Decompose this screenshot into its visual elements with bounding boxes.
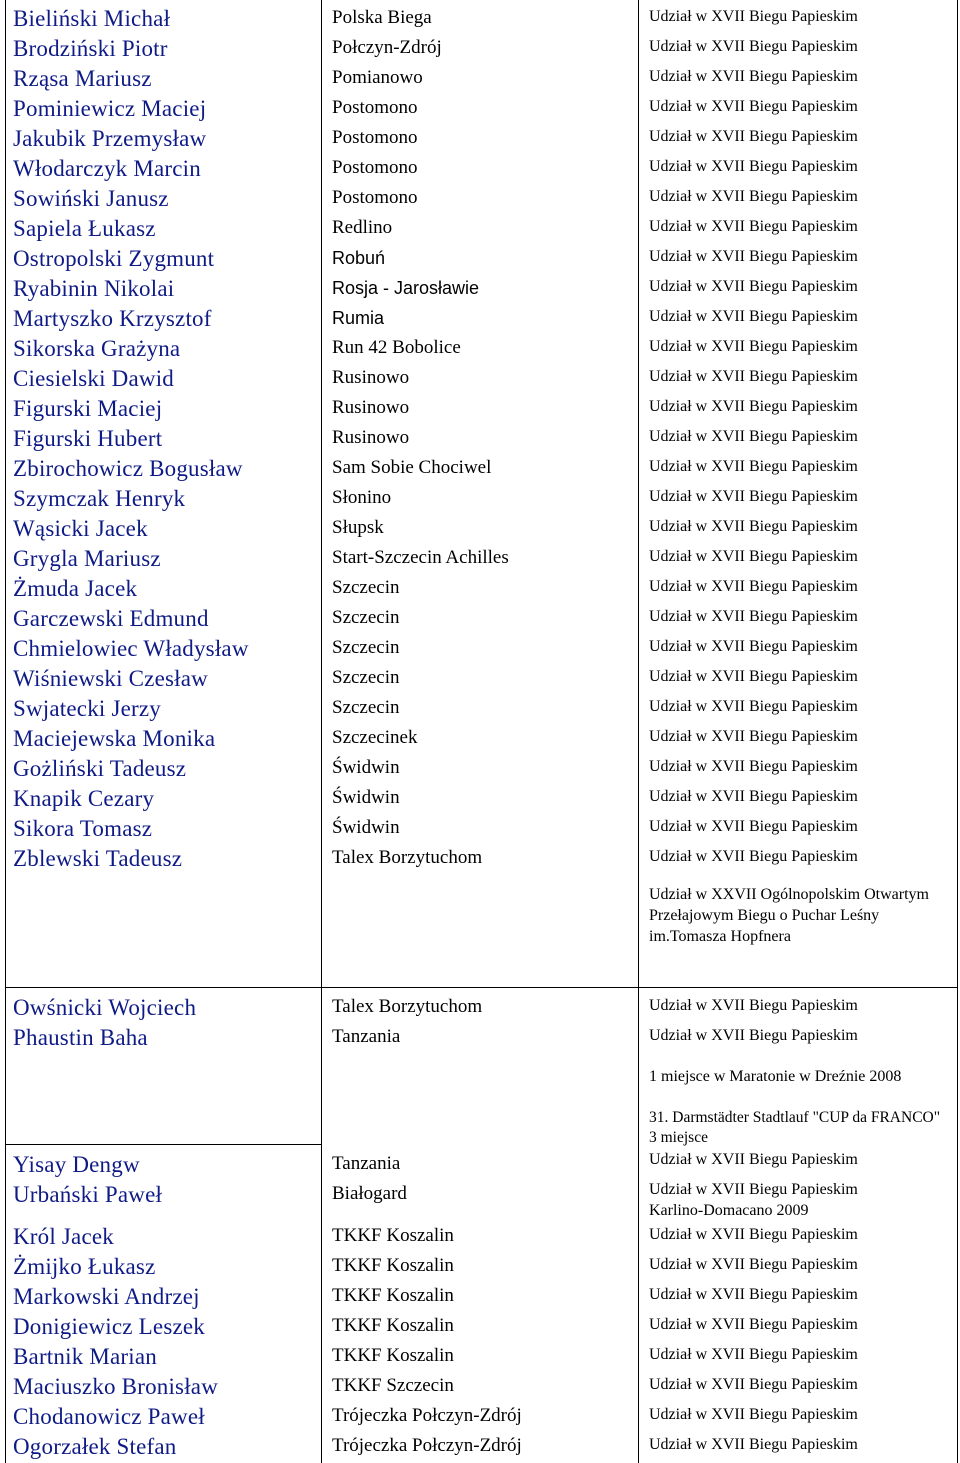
participant-name: Chmielowiec Władysław (13, 636, 249, 661)
table-row (0, 304, 960, 334)
table-row (0, 94, 960, 124)
participant-club: Rumia (332, 308, 385, 328)
table-row-owsnicki (0, 993, 960, 1023)
participant-note: Udział w XVII Biegu Papieskim (649, 1181, 858, 1198)
participant-name: Król Jacek (13, 1224, 114, 1249)
participant-name: Żmijko Łukasz (13, 1254, 156, 1279)
participant-club: Białogard (332, 1183, 407, 1204)
zblewski-extra-note: Udział w XXVII Ogólnopolskim Otwartym Przełajowym Biegu o Puchar Leśny im.Tomasza Hopfnera (649, 886, 929, 945)
participant-note: Udział w XVII Biegu Papieskim (649, 1226, 858, 1243)
participant-club: TKKF Koszalin (332, 1315, 454, 1336)
participant-note: Udział w XVII Biegu Papieskim (649, 398, 858, 415)
participant-club: Tanzania (332, 1153, 401, 1174)
table-row (0, 1222, 960, 1252)
participant-club: Trójeczka Połczyn-Zdrój (332, 1435, 522, 1456)
participant-name: Maciejewska Monika (13, 726, 216, 751)
participant-note: Udział w XVII Biegu Papieskim (649, 997, 858, 1014)
table-row (0, 574, 960, 604)
participant-club: Rosja - Jarosławie (332, 278, 480, 298)
table-row (0, 1282, 960, 1312)
table-row (0, 1312, 960, 1342)
cell-border-bottom (5, 1144, 321, 1145)
participant-name: Rząsa Mariusz (13, 66, 152, 91)
phaustin-note-marathon: 1 miejsce w Maratonie w Dreźnie 2008 (649, 1068, 902, 1085)
participant-club: Trójeczka Połczyn-Zdrój (332, 1405, 522, 1426)
participant-name: Ostropolski Zygmunt (13, 246, 215, 271)
table-row (0, 484, 960, 514)
participant-note: Udział w XVII Biegu Papieskim (649, 698, 858, 715)
participant-club: Robuń (332, 248, 386, 268)
participant-club: Tanzania (332, 1026, 401, 1047)
participant-name: Wiśniewski Czesław (13, 666, 208, 691)
participant-name: Figurski Maciej (13, 396, 163, 421)
participant-club: Pomianowo (332, 67, 423, 88)
table-row (0, 664, 960, 694)
participant-name: Brodziński Piotr (13, 36, 168, 61)
table-row (0, 364, 960, 394)
cell-border-top (5, 987, 958, 988)
participant-name: Żmuda Jacek (13, 576, 138, 601)
participant-note: Udział w XVII Biegu Papieskim (649, 638, 858, 655)
table-row (0, 124, 960, 154)
table-row-yisay (0, 1150, 960, 1180)
participant-name: Bieliński Michał (13, 6, 171, 31)
participant-club: TKKF Koszalin (332, 1225, 454, 1246)
participant-name: Zbirochowicz Bogusław (13, 456, 243, 481)
participant-note: Udział w XVII Biegu Papieskim (649, 1286, 858, 1303)
participant-name: Phaustin Baha (13, 1025, 148, 1050)
participant-name: Grygla Mariusz (13, 546, 161, 571)
participant-name: Bartnik Marian (13, 1344, 157, 1369)
participant-name: Ciesielski Dawid (13, 366, 174, 391)
participant-name: Swjatecki Jerzy (13, 696, 161, 721)
participant-note: Udział w XVII Biegu Papieskim (649, 758, 858, 775)
table-row (0, 214, 960, 244)
participant-name: Zblewski Tadeusz (13, 846, 183, 871)
participant-name: Jakubik Przemysław (13, 126, 207, 151)
participant-note: Udział w XVII Biegu Papieskim (649, 68, 858, 85)
table-row (0, 604, 960, 634)
participant-name: Gożliński Tadeusz (13, 756, 187, 781)
participant-note: Udział w XVII Biegu Papieskim (649, 1376, 858, 1393)
participant-note: Udział w XVII Biegu Papieskim (649, 98, 858, 115)
participant-name: Owśnicki Wojciech (13, 995, 197, 1020)
participant-club: Świdwin (332, 757, 400, 778)
participant-note: Udział w XVII Biegu Papieskim (649, 188, 858, 205)
participant-club: Talex Borzytuchom (332, 847, 483, 868)
table-row (0, 1252, 960, 1282)
table-row (0, 1432, 960, 1462)
participant-club: Szczecin (332, 607, 400, 628)
participant-note: Udział w XVII Biegu Papieskim (649, 38, 858, 55)
table-row-phaustin (0, 1023, 960, 1053)
participant-club: Szczecinek (332, 727, 418, 748)
participant-name: Sikora Tomasz (13, 816, 153, 841)
participant-club: Słupsk (332, 517, 384, 538)
participant-name: Markowski Andrzej (13, 1284, 200, 1309)
participant-club: Postomono (332, 127, 418, 148)
participant-club: Świdwin (332, 817, 400, 838)
table-row (0, 724, 960, 754)
participant-note: Udział w XVII Biegu Papieskim (649, 428, 858, 445)
participant-note: Udział w XVII Biegu Papieskim (649, 248, 858, 265)
participant-club: Połczyn-Zdrój (332, 37, 442, 58)
participant-club: Redlino (332, 217, 393, 238)
participant-club: Sam Sobie Chociwel (332, 457, 492, 478)
table-row (0, 1402, 960, 1432)
participant-note: Udział w XVII Biegu Papieskim (649, 8, 858, 25)
table-row (0, 424, 960, 454)
participant-name: Maciuszko Bronisław (13, 1374, 219, 1399)
table-row (0, 514, 960, 544)
participant-name: Włodarczyk Marcin (13, 156, 201, 181)
participant-club: Świdwin (332, 787, 400, 808)
participant-note: Udział w XVII Biegu Papieskim (649, 1346, 858, 1363)
participant-note: Udział w XVII Biegu Papieskim (649, 158, 858, 175)
participant-note: Udział w XVII Biegu Papieskim (649, 1406, 858, 1423)
participant-note: Udział w XVII Biegu Papieskim (649, 668, 858, 685)
participant-note: Udział w XVII Biegu Papieskim (649, 1436, 858, 1453)
participant-name: Donigiewicz Leszek (13, 1314, 205, 1339)
participant-club: Szczecin (332, 637, 400, 658)
participant-name: Knapik Cezary (13, 786, 155, 811)
participant-note: Udział w XVII Biegu Papieskim (649, 818, 858, 835)
participant-club: TKKF Koszalin (332, 1285, 454, 1306)
participant-name: Wąsicki Jacek (13, 516, 148, 541)
participant-name: Ogorzałek Stefan (13, 1434, 177, 1459)
participant-note: Udział w XVII Biegu Papieskim (649, 518, 858, 535)
participant-note: Udział w XVII Biegu Papieskim (649, 788, 858, 805)
participant-note: Udział w XVII Biegu Papieskim (649, 848, 858, 865)
table-row (0, 394, 960, 424)
participant-note: Udział w XVII Biegu Papieskim (649, 1256, 858, 1273)
participant-club: Talex Borzytuchom (332, 996, 483, 1017)
participant-club: Postomono (332, 157, 418, 178)
participant-note: Udział w XVII Biegu Papieskim (649, 218, 858, 235)
table-row (0, 1372, 960, 1402)
table-row (0, 64, 960, 94)
participant-note: Udział w XVII Biegu Papieskim (649, 458, 858, 475)
table-row (0, 334, 960, 364)
participant-note: Udział w XVII Biegu Papieskim (649, 308, 858, 325)
participant-club: Postomono (332, 187, 418, 208)
participant-club: Słonino (332, 487, 392, 508)
participant-name: Garczewski Edmund (13, 606, 209, 631)
participant-note: Udział w XVII Biegu Papieskim (649, 1316, 858, 1333)
participant-name: Szymczak Henryk (13, 486, 186, 511)
table-row (0, 1342, 960, 1372)
table-row (0, 244, 960, 274)
participant-name: Urbański Paweł (13, 1182, 163, 1207)
table-row (0, 844, 960, 874)
participant-name: Martyszko Krzysztof (13, 306, 212, 331)
table-row (0, 34, 960, 64)
participant-note: Udział w XVII Biegu Papieskim (649, 1151, 858, 1168)
participant-note: Udział w XVII Biegu Papieskim (649, 578, 858, 595)
participant-name: Ryabinin Nikolai (13, 276, 175, 301)
participant-name: Figurski Hubert (13, 426, 163, 451)
participant-note: Udział w XVII Biegu Papieskim (649, 1027, 858, 1044)
table-row (0, 454, 960, 484)
table-row (0, 814, 960, 844)
participant-club: Postomono (332, 97, 418, 118)
participant-name: Yisay Dengw (13, 1152, 140, 1177)
participant-note: Udział w XVII Biegu Papieskim (649, 278, 858, 295)
participant-club: Run 42 Bobolice (332, 337, 461, 358)
table-row (0, 784, 960, 814)
participant-name: Chodanowicz Paweł (13, 1404, 205, 1429)
participant-name: Sikorska Grażyna (13, 336, 181, 361)
participant-club: TKKF Koszalin (332, 1255, 454, 1276)
table-row (0, 754, 960, 784)
table-row (0, 694, 960, 724)
participant-note: Udział w XVII Biegu Papieskim (649, 128, 858, 145)
table-row (0, 154, 960, 184)
table-row (0, 184, 960, 214)
participant-club: Szczecin (332, 667, 400, 688)
table-row (0, 274, 960, 304)
table-row (0, 4, 960, 34)
participant-club: Szczecin (332, 577, 400, 598)
participant-club: Rusinowo (332, 427, 410, 448)
participant-club: Polska Biega (332, 7, 432, 28)
participant-club: Rusinowo (332, 397, 410, 418)
participant-name: Sapiela Łukasz (13, 216, 156, 241)
table-row (0, 544, 960, 574)
table-row (0, 634, 960, 664)
participant-note: Udział w XVII Biegu Papieskim (649, 608, 858, 625)
participant-name: Pominiewicz Maciej (13, 96, 207, 121)
participant-note: Udział w XVII Biegu Papieskim (649, 338, 858, 355)
participant-club: Start-Szczecin Achilles (332, 547, 509, 568)
participant-club: Szczecin (332, 697, 400, 718)
participant-club: TKKF Szczecin (332, 1375, 454, 1396)
participant-club: TKKF Koszalin (332, 1345, 454, 1366)
participant-note: Udział w XVII Biegu Papieskim (649, 728, 858, 745)
participant-note: Udział w XVII Biegu Papieskim (649, 488, 858, 505)
urbanski-note-karlino: Karlino-Domacano 2009 (649, 1202, 809, 1219)
participant-name: Sowiński Janusz (13, 186, 169, 211)
participant-note: Udział w XVII Biegu Papieskim (649, 368, 858, 385)
participant-club: Rusinowo (332, 367, 410, 388)
phaustin-note-darmstadt: 31. Darmstädter Stadtlauf "CUP da FRANCO" 3 miejsce (649, 1109, 941, 1146)
participant-note: Udział w XVII Biegu Papieskim (649, 548, 858, 565)
